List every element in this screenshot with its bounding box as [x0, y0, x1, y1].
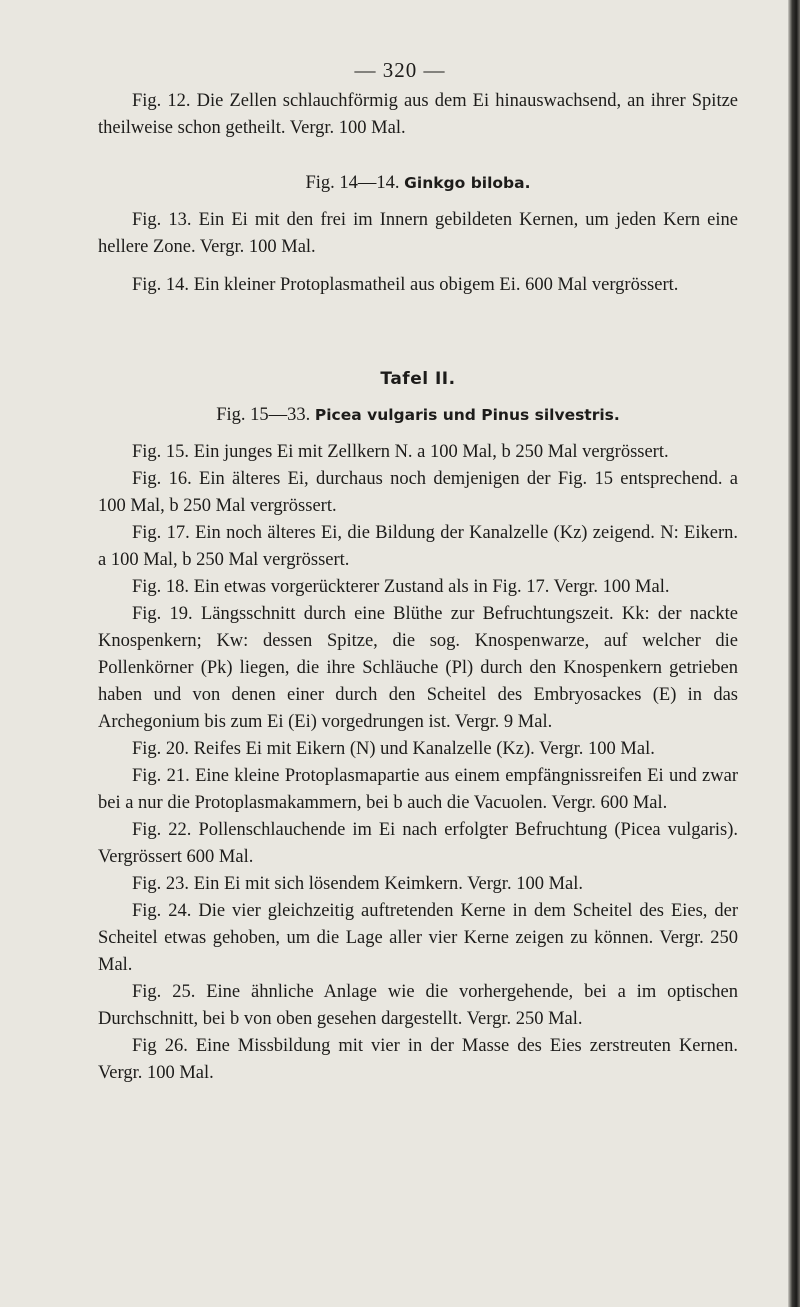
fig-text: Ein Ei mit sich lösendem Keimkern. Vergr. 100 Mal.	[193, 874, 583, 894]
fig-text: Ein Ei mit den frei im Innern gebildeten Kernen, um jeden Kern eine hellere Zone. Vergr. 100 Mal.	[98, 210, 738, 257]
caption-fig-12	[98, 88, 738, 142]
caption-fig-23	[98, 871, 738, 898]
section-heading-ginkgo	[98, 170, 738, 197]
fig-label: Fig. 17.	[132, 523, 190, 543]
fig-label: Fig. 23.	[132, 874, 190, 894]
page-number: — 320 —	[354, 58, 446, 82]
fig-text: Die vier gleichzeitig auftretenden Kerne in dem Scheitel des Eies, der Scheitel etwas gehoben, um die Lage aller vier Kerne zeigen zu können. Vergr. 250 Mal.	[98, 901, 739, 975]
caption-fig-19	[98, 601, 738, 736]
fig-text: Ein etwas vorgerückterer Zustand als in Fig. 17. Vergr. 100 Mal.	[193, 577, 670, 597]
caption-fig-14	[98, 272, 738, 299]
fig-text: Eine kleine Protoplasmapartie aus einem empfängnissreifen Ei und zwar bei a nur die Protoplasmakammern, bei b auch die Vacuolen. Vergr. 600 Mal.	[98, 766, 738, 813]
fig-label: Fig. 25.	[132, 982, 196, 1002]
caption-fig-22	[98, 817, 738, 871]
plate-title: Tafel II.	[380, 369, 456, 389]
caption-fig-16	[98, 466, 738, 520]
caption-fig-17	[98, 520, 738, 574]
fig-text: Reifes Ei mit Eikern (N) und Kanalzelle (Kz). Vergr. 100 Mal.	[193, 739, 655, 759]
fig-text: Ein noch älteres Ei, die Bildung der Kanalzelle (Kz) zeigend. N: Eikern. a 100 Mal, b 250 Mal vergrössert.	[98, 523, 738, 570]
section-fig-range: Fig. 14—14.	[305, 173, 400, 193]
fig-label: Fig. 22.	[132, 820, 192, 840]
fig-label: Fig 26.	[132, 1036, 188, 1056]
fig-text: Eine ähnliche Anlage wie die vorhergehende, bei a im optischen Durchschnitt, bei b von oben gesehen dargestellt. Vergr. 250 Mal.	[98, 982, 739, 1029]
section-heading-picea	[98, 402, 738, 429]
fig-label: Fig. 16.	[132, 469, 192, 489]
fig-label: Fig. 18.	[132, 577, 190, 597]
section-title: Ginkgo biloba.	[404, 174, 531, 192]
caption-fig-25	[98, 979, 738, 1033]
plate-heading	[98, 366, 738, 393]
caption-fig-18	[98, 574, 738, 601]
caption-fig-20	[98, 736, 738, 763]
fig-text: Die Zellen schlauchförmig aus dem Ei hinauswachsend, an ihrer Spitze theilweise schon getheilt. Vergr. 100 Mal.	[98, 91, 739, 138]
fig-text: Längsschnitt durch eine Blüthe zur Befruchtungszeit. Kk: der nackte Knospenkern; Kw: dessen Spitze, die sog. Knospenwarze, auf welcher die Pollenkörner (Pk) liegen, die ihre Schläuche (Pl) durch den Knospenkern getrieben haben und von denen einer durch den Scheitel des Embryosackes (E) in das Archegonium bis zum Ei (Ei) vorgedrungen ist. Vergr. 9 Mal.	[98, 604, 738, 732]
fig-text: Eine Missbildung mit vier in der Masse des Eies zerstreuten Kernen. Vergr. 100 Mal.	[98, 1036, 739, 1083]
fig-text: Pollenschlauchende im Ei nach erfolgter Befruchtung (Picea vulgaris). Vergrössert 600 Mal.	[98, 820, 738, 867]
fig-label: Fig. 21.	[132, 766, 190, 786]
caption-fig-24	[98, 898, 738, 979]
caption-fig-15	[98, 439, 738, 466]
fig-text: Ein kleiner Protoplasmatheil aus obigem Ei. 600 Mal vergrössert.	[193, 275, 679, 295]
caption-fig-26	[98, 1033, 738, 1087]
caption-block-15-26	[98, 439, 738, 1087]
caption-fig-13	[98, 207, 738, 261]
fig-label: Fig. 13.	[132, 210, 192, 230]
fig-label: Fig. 19.	[132, 604, 193, 624]
fig-label: Fig. 14.	[132, 275, 190, 295]
fig-text: Ein junges Ei mit Zellkern N. a 100 Mal, b 250 Mal vergrössert.	[193, 442, 669, 462]
section-title: Picea vulgaris und Pinus silvestris.	[314, 406, 620, 424]
caption-fig-21	[98, 763, 738, 817]
fig-text: Ein älteres Ei, durchaus noch demjenigen der Fig. 15 entsprechend. a 100 Mal, b 250 Mal vergrössert.	[98, 469, 739, 516]
section-fig-range: Fig. 15—33.	[216, 405, 311, 425]
fig-label: Fig. 15.	[132, 442, 190, 462]
fig-label: Fig. 20.	[132, 739, 190, 759]
fig-label: Fig. 24.	[132, 901, 192, 921]
book-spine-edge	[788, 0, 800, 1307]
fig-label: Fig. 12.	[132, 91, 191, 111]
